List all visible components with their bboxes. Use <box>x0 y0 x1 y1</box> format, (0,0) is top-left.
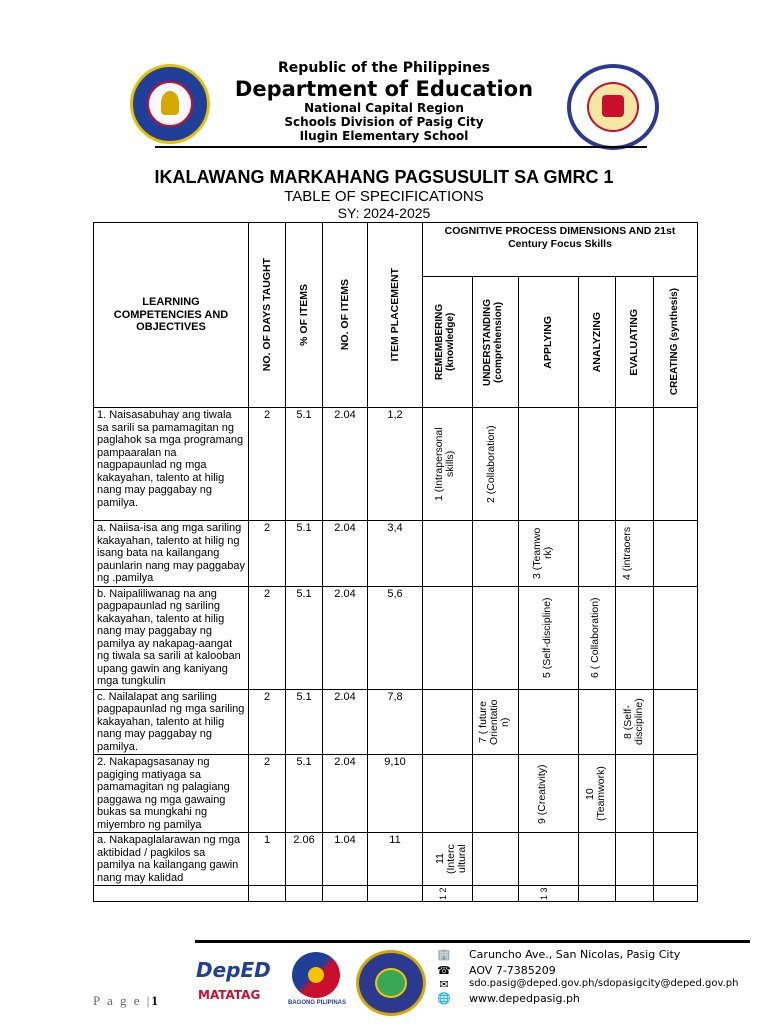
understanding-cell <box>473 886 519 902</box>
placement-cell <box>368 886 423 902</box>
evaluating-cell <box>616 755 654 833</box>
table-row <box>94 755 698 833</box>
analyzing-cell <box>579 886 616 902</box>
competency-cell: a. Naiisa-isa ang mga sariling kakayahan, talento at hilig ng isang bata na kailangang paunlarin nang may paggabay ng .pamilya <box>94 521 249 587</box>
creating-cell <box>654 755 698 833</box>
creating-cell <box>654 408 698 521</box>
items-cell: 2.04 <box>323 755 368 833</box>
understanding-cell <box>473 755 519 833</box>
remembering-cell <box>423 755 473 833</box>
header-applying: APPLYING <box>519 277 579 408</box>
percent-cell: 5.1 <box>286 755 323 833</box>
header-items: NO. OF ITEMS <box>323 223 368 408</box>
placement-cell: 1,2 <box>368 408 423 521</box>
header-percent: % OF ITEMS <box>286 223 323 408</box>
specifications-table <box>93 222 698 902</box>
remembering-cell: 1 2 <box>423 886 473 902</box>
header-remembering: REMEMBERING (knowledge) <box>423 277 473 408</box>
applying-cell: 5 (Self-discipline) <box>519 586 579 689</box>
percent-cell <box>286 886 323 902</box>
percent-cell: 5.1 <box>286 586 323 689</box>
table-row <box>94 886 698 902</box>
address-row: 🏢 Caruncho Ave., San Nicolas, Pasig City <box>437 948 681 961</box>
placement-cell: 7,8 <box>368 689 423 755</box>
percent-cell: 2.06 <box>286 833 323 886</box>
header-creating: CREATING (synthesis) <box>654 277 698 408</box>
percent-cell: 5.1 <box>286 689 323 755</box>
analyzing-cell <box>579 408 616 521</box>
applying-cell <box>519 408 579 521</box>
building-icon: 🏢 <box>437 948 451 961</box>
applying-cell <box>519 689 579 755</box>
remembering-cell <box>423 521 473 587</box>
creating-cell <box>654 886 698 902</box>
creating-cell <box>654 521 698 587</box>
days-cell: 2 <box>249 755 286 833</box>
items-cell: 2.04 <box>323 689 368 755</box>
phone-row: ☎ AOV 7-7385209 <box>437 964 556 977</box>
header-competencies: LEARNING COMPETENCIES AND OBJECTIVES <box>94 223 249 408</box>
days-cell: 2 <box>249 521 286 587</box>
days-cell <box>249 886 286 902</box>
competency-cell: a. Nakapaglalarawan ng mga aktibidad / pagkilos sa pamilya na kailangang gawin nang may kalidad <box>94 833 249 886</box>
division-line: Schools Division of Pasig City <box>284 115 484 129</box>
competency-cell: c. Nailalapat ang sariling pagpapaunlad ng mga sariling kakayahan, talento at hilig nang may paggabay ng pamilya. <box>94 689 249 755</box>
evaluating-cell: 8 (Self-discipline) <box>616 689 654 755</box>
days-cell: 2 <box>249 689 286 755</box>
table-row <box>94 586 698 689</box>
understanding-cell: 7 ( future Orientatio n) <box>473 689 519 755</box>
sdo-pasig-seal-logo <box>356 950 426 1016</box>
placement-cell: 5,6 <box>368 586 423 689</box>
placement-cell: 3,4 <box>368 521 423 587</box>
competency-cell: 2. Nakapagsasanay ng pagiging matiyaga sa pamamagitan ng palagiang paggawa ng mga gawaing bukas sa mungkahi ng miyembro ng pamilya <box>94 755 249 833</box>
percent-cell: 5.1 <box>286 408 323 521</box>
applying-cell: 3 (Teamwo rk) <box>519 521 579 587</box>
creating-cell <box>654 689 698 755</box>
letterhead <box>0 0 768 150</box>
competency-cell: b. Naipaliliwanag na ang pagpapaunlad ng sariling kakayahan, talento at hilig nang may paggabay ng pamilya ay nakapag-aangat ng tiwala sa sarili at kalooban upang gawin ang kaniyang mga tungkulin <box>94 586 249 689</box>
analyzing-cell: 6 ( Collaboration) <box>579 586 616 689</box>
region-line: National Capital Region <box>304 101 464 115</box>
competency-cell: 1. Naisasabuhay ang tiwala sa sarili sa pamamagitan ng paglahok sa mga programang pampaaralan na nagpapaunlad ng mga kakayahan, talento at hilig nang may paggabay ng pamilya. <box>94 408 249 521</box>
evaluating-cell <box>616 408 654 521</box>
department-name: Department of Education <box>234 77 534 101</box>
phone-icon: ☎ <box>437 964 451 977</box>
applying-cell: 9 (Creativity) <box>519 755 579 833</box>
exam-title: IKALAWANG MARKAHANG PAGSUSULIT SA GMRC 1 <box>154 167 614 187</box>
evaluating-cell <box>616 886 654 902</box>
school-year: SY: 2024-2025 <box>337 205 431 221</box>
analyzing-cell <box>579 689 616 755</box>
header-cognitive-dimensions: COGNITIVE PROCESS DIMENSIONS AND 21st Century Focus Skills <box>423 223 698 277</box>
items-cell <box>323 886 368 902</box>
evaluating-cell <box>616 586 654 689</box>
web-row: 🌐 www.depedpasig.ph <box>437 992 580 1005</box>
page-number: P a g e |1 <box>93 993 160 1008</box>
header-analyzing: ANALYZING <box>579 277 616 408</box>
school-name: Ilugin Elementary School <box>299 129 469 143</box>
header-divider <box>155 146 647 148</box>
understanding-cell <box>473 586 519 689</box>
header-evaluating: EVALUATING <box>616 277 654 408</box>
tos-title: TABLE OF SPECIFICATIONS <box>284 188 484 205</box>
republic-line: Republic of the Philippines <box>278 60 490 76</box>
applying-cell: 1 3 <box>519 886 579 902</box>
table-row <box>94 408 698 521</box>
email-icon: ✉ <box>439 978 449 991</box>
understanding-cell <box>473 521 519 587</box>
competency-cell <box>94 886 249 902</box>
creating-cell <box>654 833 698 886</box>
remembering-cell: 1 (Intrapersonal skills) <box>423 408 473 521</box>
applying-cell <box>519 833 579 886</box>
days-cell: 1 <box>249 833 286 886</box>
items-cell: 2.04 <box>323 521 368 587</box>
understanding-cell <box>473 833 519 886</box>
placement-cell: 9,10 <box>368 755 423 833</box>
evaluating-cell <box>616 833 654 886</box>
table-row <box>94 689 698 755</box>
deped-matatag-logo: DepED MATATAG <box>196 958 271 1002</box>
school-seal-logo <box>567 64 659 150</box>
email-row: ✉ sdo.pasig@deped.gov.ph/sdopasigcity@deped.gov.ph <box>436 978 756 994</box>
header-placement: ITEM PLACEMENT <box>368 223 423 408</box>
header-days: NO. OF DAYS TAUGHT <box>249 223 286 408</box>
analyzing-cell: 10 (Teamwork) <box>579 755 616 833</box>
placement-cell: 11 <box>368 833 423 886</box>
table-row <box>94 833 698 886</box>
remembering-cell <box>423 586 473 689</box>
analyzing-cell <box>579 833 616 886</box>
items-cell: 2.04 <box>323 586 368 689</box>
header-understanding: UNDERSTANDING (comprehension) <box>473 277 519 408</box>
creating-cell <box>654 586 698 689</box>
understanding-cell: 2 (Collaboration) <box>473 408 519 521</box>
items-cell: 2.04 <box>323 408 368 521</box>
footer-divider <box>195 940 750 943</box>
days-cell: 2 <box>249 408 286 521</box>
percent-cell: 5.1 <box>286 521 323 587</box>
bagong-pilipinas-logo: BAGONG PILIPINAS <box>284 952 350 1012</box>
remembering-cell: 11 (Interc ultural <box>423 833 473 886</box>
table-row <box>94 521 698 587</box>
analyzing-cell <box>579 521 616 587</box>
evaluating-cell: 4 (intraoers <box>616 521 654 587</box>
items-cell: 1.04 <box>323 833 368 886</box>
globe-icon: 🌐 <box>437 992 451 1005</box>
days-cell: 2 <box>249 586 286 689</box>
remembering-cell <box>423 689 473 755</box>
